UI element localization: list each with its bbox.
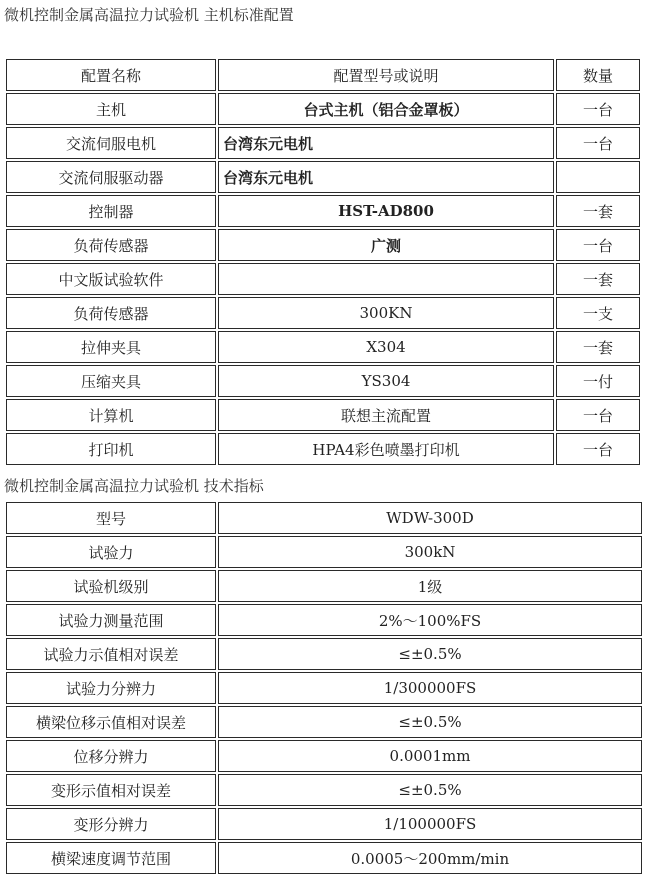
config-model-cell: 台湾东元电机 <box>218 161 554 193</box>
table-row <box>6 706 642 738</box>
config-name-cell: 压缩夹具 <box>6 365 216 397</box>
table-row <box>6 93 640 125</box>
table-row <box>6 536 642 568</box>
spec-value-cell: 1/300000FS <box>218 672 642 704</box>
spec-value-cell: ≤±0.5% <box>218 706 642 738</box>
spec-value-cell: 1级 <box>218 570 642 602</box>
table-row <box>6 570 642 602</box>
table-row <box>6 127 640 159</box>
config-section-title: 微机控制金属高温拉力试验机 主机标准配置 <box>4 6 294 24</box>
table-row <box>6 365 640 397</box>
spec-name-cell: 横梁速度调节范围 <box>6 842 216 874</box>
spec-name-cell: 试验机级别 <box>6 570 216 602</box>
header-quantity: 数量 <box>556 59 640 91</box>
quantity-cell: 一台 <box>556 93 640 125</box>
spec-value-cell: 0.0005～200mm/min <box>218 842 642 874</box>
table-header-row <box>6 59 640 91</box>
config-model-cell: HST-AD800 <box>218 195 554 227</box>
spec-name-cell: 位移分辨力 <box>6 740 216 772</box>
quantity-cell: 一套 <box>556 195 640 227</box>
table-row <box>6 604 642 636</box>
quantity-cell: 一台 <box>556 229 640 261</box>
config-model-cell: 台湾东元电机 <box>218 127 554 159</box>
table-row <box>6 399 640 431</box>
spec-value-cell: 0.0001mm <box>218 740 642 772</box>
table-row <box>6 672 642 704</box>
spec-name-cell: 变形分辨力 <box>6 808 216 840</box>
config-name-cell: 计算机 <box>6 399 216 431</box>
config-name-cell: 中文版试验软件 <box>6 263 216 295</box>
table-row <box>6 638 642 670</box>
spec-name-cell: 试验力分辨力 <box>6 672 216 704</box>
table-row <box>6 331 640 363</box>
config-model-cell: X304 <box>218 331 554 363</box>
config-name-cell: 控制器 <box>6 195 216 227</box>
config-name-cell: 交流伺服驱动器 <box>6 161 216 193</box>
header-config-name: 配置名称 <box>6 59 216 91</box>
quantity-cell: 一台 <box>556 399 640 431</box>
table-row <box>6 297 640 329</box>
quantity-cell: 一支 <box>556 297 640 329</box>
table-row <box>6 808 642 840</box>
config-name-cell: 交流伺服电机 <box>6 127 216 159</box>
table-row <box>6 740 642 772</box>
spec-name-cell: 试验力测量范围 <box>6 604 216 636</box>
spec-value-cell: 2%～100%FS <box>218 604 642 636</box>
quantity-cell: 一付 <box>556 365 640 397</box>
table-row <box>6 263 640 295</box>
config-table <box>4 57 642 467</box>
quantity-cell: 一套 <box>556 331 640 363</box>
spec-name-cell: 试验力 <box>6 536 216 568</box>
spec-value-cell: 300kN <box>218 536 642 568</box>
spec-name-cell: 型号 <box>6 502 216 534</box>
spec-value-cell: ≤±0.5% <box>218 638 642 670</box>
config-model-cell: 台式主机（铝合金罩板） <box>218 93 554 125</box>
spec-name-cell: 试验力示值相对误差 <box>6 638 216 670</box>
quantity-cell: 一套 <box>556 263 640 295</box>
quantity-cell <box>556 161 640 193</box>
config-model-cell: 广测 <box>218 229 554 261</box>
quantity-cell: 一台 <box>556 433 640 465</box>
config-name-cell: 拉伸夹具 <box>6 331 216 363</box>
config-name-cell: 打印机 <box>6 433 216 465</box>
spec-name-cell: 横梁位移示值相对误差 <box>6 706 216 738</box>
table-row <box>6 161 640 193</box>
spec-name-cell: 变形示值相对误差 <box>6 774 216 806</box>
tech-section-title: 微机控制金属高温拉力试验机 技术指标 <box>4 477 264 495</box>
config-model-cell: HPA4彩色喷墨打印机 <box>218 433 554 465</box>
table-row <box>6 842 642 874</box>
quantity-cell: 一台 <box>556 127 640 159</box>
table-row <box>6 433 640 465</box>
table-row <box>6 195 640 227</box>
config-name-cell: 负荷传感器 <box>6 297 216 329</box>
spec-value-cell: 1/100000FS <box>218 808 642 840</box>
spec-value-cell: ≤±0.5% <box>218 774 642 806</box>
config-model-cell: 联想主流配置 <box>218 399 554 431</box>
config-model-cell: YS304 <box>218 365 554 397</box>
config-model-cell <box>218 263 554 295</box>
config-name-cell: 负荷传感器 <box>6 229 216 261</box>
table-row <box>6 774 642 806</box>
tech-spec-table <box>4 500 644 876</box>
config-model-cell: 300KN <box>218 297 554 329</box>
table-row <box>6 502 642 534</box>
table-row <box>6 229 640 261</box>
config-name-cell: 主机 <box>6 93 216 125</box>
header-config-model: 配置型号或说明 <box>218 59 554 91</box>
spec-value-cell: WDW-300D <box>218 502 642 534</box>
